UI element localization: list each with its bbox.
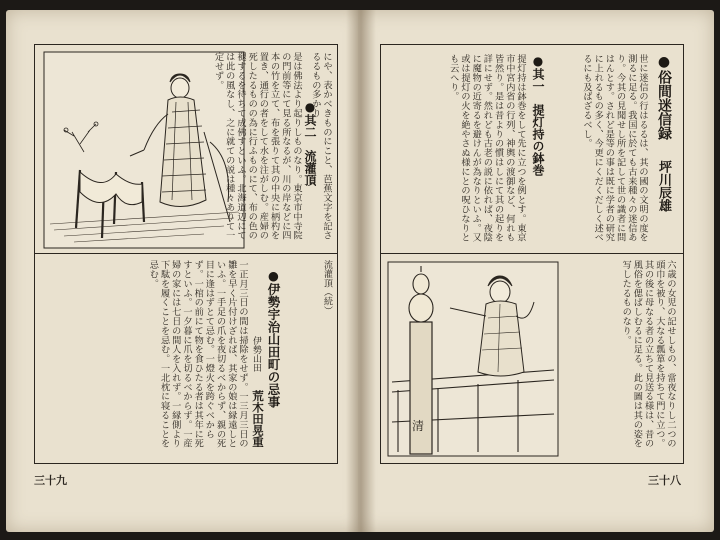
article-zokkan-body: 世に迷信の行はるるは、其の國の文明の度を測るに足る。我国に於ても古来種々の迷信あり。今其の見聞せし所を記して世の識者に問はんとす。されど是等の事は既に学者の研究に上れるもの多く、今更にくだくだしく述べるにも及ばざるべし。 [580, 54, 648, 242]
article-nagare-kancho-continued: 流灌頂（続） [322, 260, 332, 316]
article-girl-body: 六歳の女児の記せしもの、當夜なりし二つの頭巾を被り、大なる瓢箪を持ちて門に立つ。其の後に母なる者の立ちて見送る様は、昔の風俗を偲ばしむるに足る。此の圖は其の姿を写したるものなり。 [620, 260, 676, 448]
left-page-number: 三十九 [34, 474, 67, 487]
left-page-divider [34, 253, 338, 254]
article-nagare-kancho-body: 是は佛法より起りしものなり。東京市中寺院の門前等にて見る所なるが、川の岸などに四本の竹を立て、布を張りて其の中央に柄杓を置き、通行の者をして水を注がしむ。産婦の死したるものの為に行ふものにて、布の色の褪するを待ちて成佛すといふ。北海道辺にては此の風なし、之に就ての説は種々ありて一定せず。 [212, 52, 302, 240]
article-ise-author-prefix: 伊勢山田 [251, 336, 261, 372]
illustration-signature: 清 [412, 419, 425, 433]
article-chochin-body: 提灯持は鉢巻をして先に立つを例とす。東京市中宮内省の行列、神輿の渡御など、何れも皆然り。是は昔よりの慣はしにて其の起りを詳にせず。然れども古老の説に依れば、夜陰に魔物の近寄るを避けんが為なりといふ。又或は提灯の火を絶やさぬ様にとの呪ひなりとも云へり。 [447, 54, 526, 242]
article-nagare-kancho-title: ●其二 流灌頂 [303, 100, 317, 186]
right-page-number: 三十八 [648, 474, 681, 487]
article-ise-author: 荒木田晃重 [251, 390, 265, 448]
article-zokkan-title: ●俗間迷信録 [656, 54, 672, 140]
article-zokkan-author: 坪川辰雄 [656, 160, 671, 212]
girl-with-gourd-illustration [388, 262, 558, 456]
article-ise-title: ●伊勢宇治山田町の忌事 [266, 268, 281, 408]
right-page [358, 10, 714, 532]
illustration-caption: にや、表かべきものにこと、芭蕉文字を記さるるもの多かり [309, 52, 332, 240]
right-page-divider [380, 253, 684, 254]
left-page [6, 10, 362, 532]
book-spread [6, 10, 714, 532]
article-ise-body: 一正月三日の間は掃除をせず。一三月三日の雛を早く片付けざれば、其家の娘は縁遠しといふ。一手足の爪を夜切るべからず、親の死目に逢はずとて忌む。一燈火を跨ぐべからず。一棺の前にて物を食ひたる者は其年に死すといふ。一夕暮に爪を切るべからず。一産婦の家には七日の間人を入れず。一縁側より下駄を履くことを忌む。一北枕に寝ることを忌む。 [147, 260, 248, 448]
article-chochin-title: ●其一 提灯持の鉢巻 [531, 54, 545, 176]
